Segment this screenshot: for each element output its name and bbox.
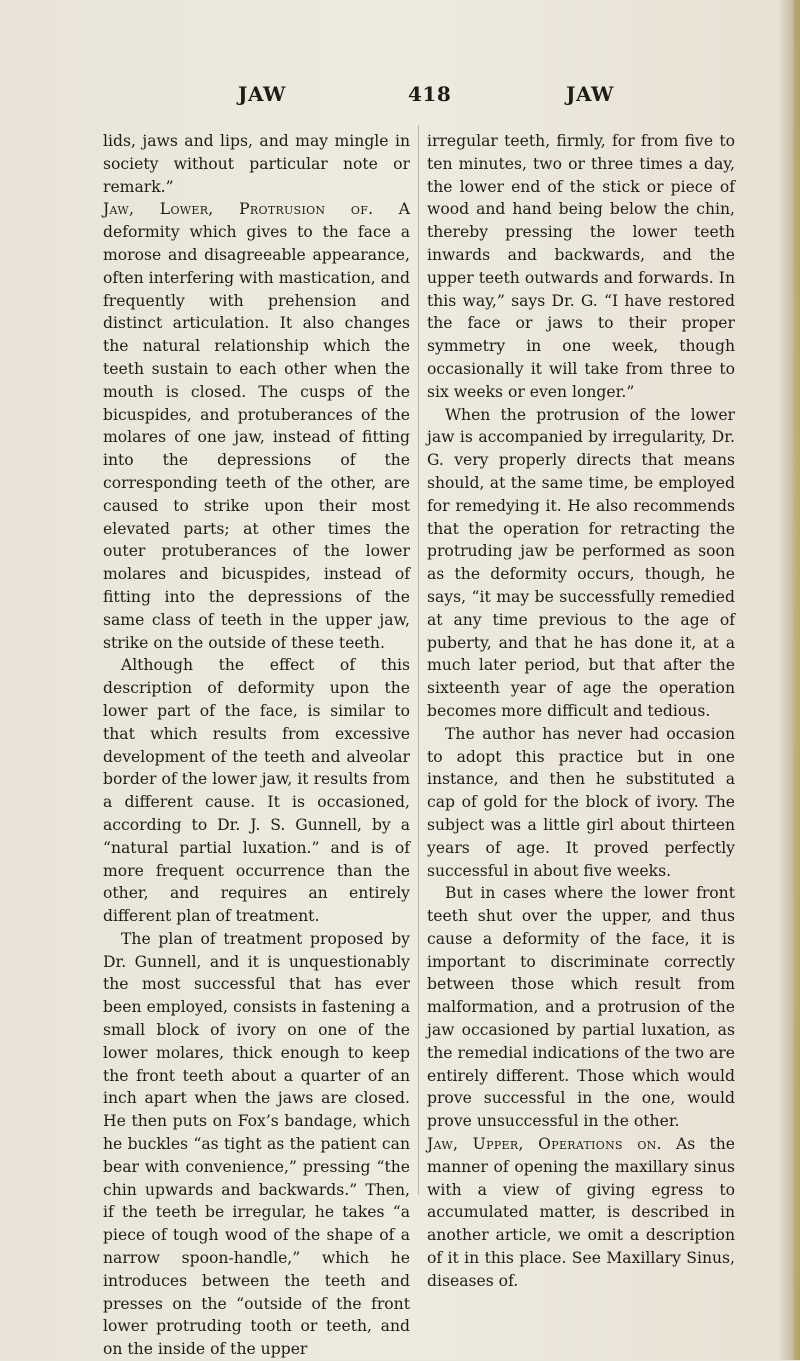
entry-heading: Jaw, Upper, Operations on. xyxy=(427,1135,662,1154)
paragraph: lids, jaws and lips, and may mingle in society without particular note or remark.” xyxy=(103,132,410,196)
paragraph: The author has never had occasion to adopt this practice but in one instance, and then he substituted a cap of gold for the block of ivory. The subject was a little girl about thirteen years of age. It proved perfectly successful in about five weeks. xyxy=(427,724,735,880)
paragraph: When the protrusion of the lower jaw is accompanied by irregularity, Dr. G. very properly directs that means should, at the same time, be employed for remedying it. He also recommends that the operation for retracting the protruding jaw be performed as soon as the deformity occurs, though, he says, “it may be successfully remedied at any time previous to the age of puberty, and that he has done it, at a much later period, but that after the sixteenth year of age the operation becomes more difficult and tedious. xyxy=(427,405,735,720)
page-number: 418 xyxy=(408,82,452,106)
book-spine-edge xyxy=(794,0,800,1360)
header-left-word: JAW xyxy=(238,82,286,106)
paragraph: But in cases where the lower front teeth shut over the upper, and thus cause a deformity of the face, it is important to discriminate correctly between those which result from malformation, and a protrusion of the jaw occasioned by partial luxation, as the remedial indications of the two are entirely different. Those which would prove successful in the one, would prove unsuccessful in the other. xyxy=(427,884,735,1131)
entry-body: A deformity which gives to the face a morose and disagreeable appearance, often interfering with mastication, and frequently with prehension and distinct articulation. It also changes the natural relationship which the teeth sustain to each other when the mouth is closed. The cusps of the bicuspides, and protuberances of the molares of one jaw, instead of fitting into the depressions of the corresponding teeth of the other, are caused to strike upon their most elevated parts; at other times the outer protuberances of the lower molares and bicuspides, instead of fitting into the depressions of the same class of teeth in the upper jaw, strike on the outside of these teeth. xyxy=(103,200,411,652)
column-divider xyxy=(418,125,419,1195)
entry-jaw-upper-operations xyxy=(427,1133,735,1293)
paragraph: The plan of treatment proposed by Dr. Gunnell, and it is unquestionably the most successful that has ever been employed, consists in fastening a small block of ivory on one of the lower molares, thick enough to keep the front teeth about a quarter of an inch apart when the jaws are closed. He then puts on Fox’s bandage, which he buckles “as tight as the patient can bear with convenience,” pressing “the chin upwards and backwards.” Then, if the teeth be irregular, he takes “a piece of tough wood of the shape of a narrow spoon-handle,” which he introduces between the teeth and presses on the “outside of the front lower protruding tooth or teeth, and on the inside of the upper xyxy=(103,929,410,1359)
entry-heading: Jaw, Lower, Protrusion of. xyxy=(103,200,374,219)
left-column xyxy=(103,130,410,1361)
paragraph: Although the effect of this description of deformity upon the lower part of the face, is similar to that which results from excessive development of the teeth and alveolar border of the lower jaw, it results from a different cause. It is occasioned, according to Dr. J. S. Gunnell, by a “natural partial luxation.” and is of more frequent occurrence than the other, and requires an entirely different plan of treatment. xyxy=(103,656,410,926)
right-column xyxy=(427,130,735,1293)
paragraph: irregular teeth, firmly, for from five to ten minutes, two or three times a day, the lower end of the stick or piece of wood and hand being below the chin, thereby pressing the lower teeth inwards and backwards, and the upper teeth outwards and forwards. In this way,” says Dr. G. “I have restored the face or jaws to their proper symmetry in one week, though occasionally it will take from three to six weeks or even longer.” xyxy=(427,132,735,401)
running-header xyxy=(238,82,658,116)
entry-body: As the manner of opening the maxillary sinus with a view of giving egress to accumulated matter, is described in another article, we omit a description of it in this place. See Maxillary Sinus, diseases of. xyxy=(427,1135,735,1290)
header-right-word: JAW xyxy=(566,82,614,106)
entry-jaw-lower-protrusion xyxy=(103,198,410,654)
